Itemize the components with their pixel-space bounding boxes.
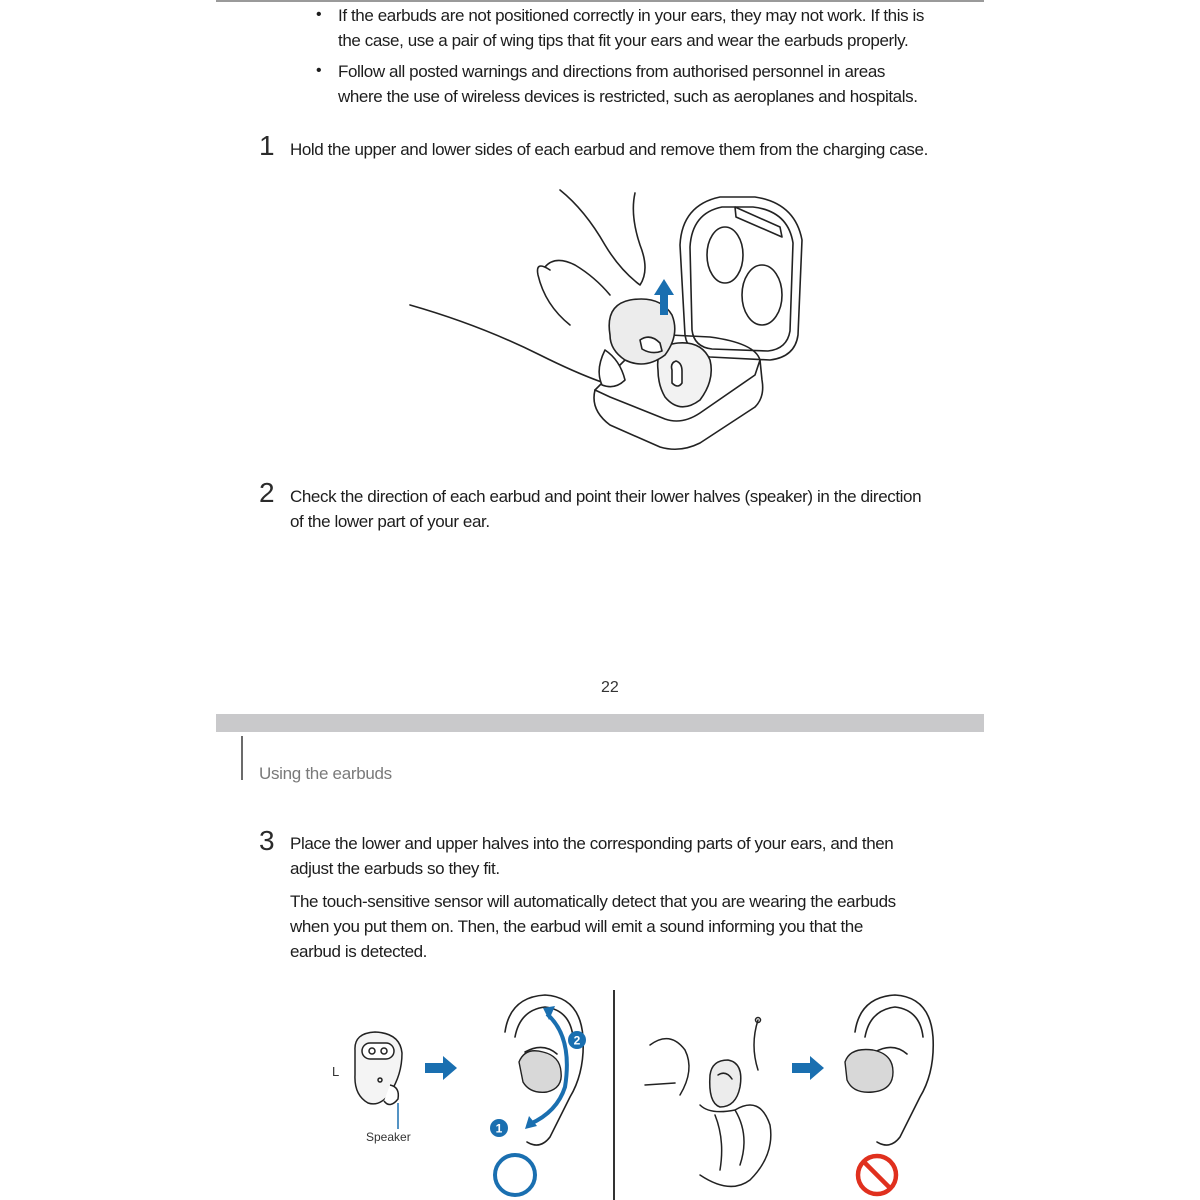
note-bullet: • xyxy=(316,6,322,23)
illustration-divider xyxy=(613,990,615,1200)
callout-1-text: 1 xyxy=(495,1121,503,1136)
note-bullet: • xyxy=(316,62,322,79)
section-rule xyxy=(241,736,243,780)
step-2-line-2: of the lower part of your ear. xyxy=(290,512,490,531)
step-callout-2-icon xyxy=(567,1030,587,1050)
remove-earbud-illustration xyxy=(410,185,810,455)
callout-2-text: 2 xyxy=(573,1033,581,1048)
prohibited-icon xyxy=(854,1152,900,1198)
correct-circle-icon xyxy=(492,1152,538,1198)
step-3-detail-line-2: when you put them on. Then, the earbud will emit a sound informing you that the xyxy=(290,917,863,936)
speaker-label: Speaker xyxy=(366,1130,411,1144)
step-callout-1-icon xyxy=(489,1118,509,1138)
step-3-detail-line-3: earbud is detected. xyxy=(290,942,427,961)
section-title: Using the earbuds xyxy=(259,764,392,783)
step-1-number: 1 xyxy=(259,130,275,161)
earbud-diagram xyxy=(340,1025,420,1135)
step-3-line-2: adjust the earbuds so they fit. xyxy=(290,859,500,878)
note-1-line-1: If the earbuds are not positioned correctly in your ears, they may not work. If this is xyxy=(338,6,924,25)
hand xyxy=(410,305,617,385)
hand-inserting-earbud-diagram xyxy=(640,1015,780,1195)
page-divider xyxy=(216,714,984,732)
ear-wrong-diagram xyxy=(835,992,945,1152)
step-3-number: 3 xyxy=(259,825,275,856)
note-2-line-1: Follow all posted warnings and directions from authorised personnel in areas xyxy=(338,62,885,81)
step-2-number: 2 xyxy=(259,477,275,508)
side-label: L xyxy=(332,1064,340,1079)
right-arrow-icon xyxy=(425,1056,457,1080)
note-1-line-2: the case, use a pair of wing tips that fit your ears and wear the earbuds properly. xyxy=(338,31,909,50)
step-2-line-1: Check the direction of each earbud and point their lower halves (speaker) in the direction xyxy=(290,487,922,506)
page-number: 22 xyxy=(601,679,619,696)
page-top-border xyxy=(216,0,984,2)
step-3-detail-line-1: The touch-sensitive sensor will automatically detect that you are wearing the earbuds xyxy=(290,892,896,911)
note-2-line-2: where the use of wireless devices is restricted, such as aeroplanes and hospitals. xyxy=(338,87,918,106)
step-3-line-1: Place the lower and upper halves into the corresponding parts of your ears, and then xyxy=(290,834,894,853)
right-arrow-icon xyxy=(792,1056,824,1080)
step-1-text: Hold the upper and lower sides of each earbud and remove them from the charging case. xyxy=(290,140,928,159)
